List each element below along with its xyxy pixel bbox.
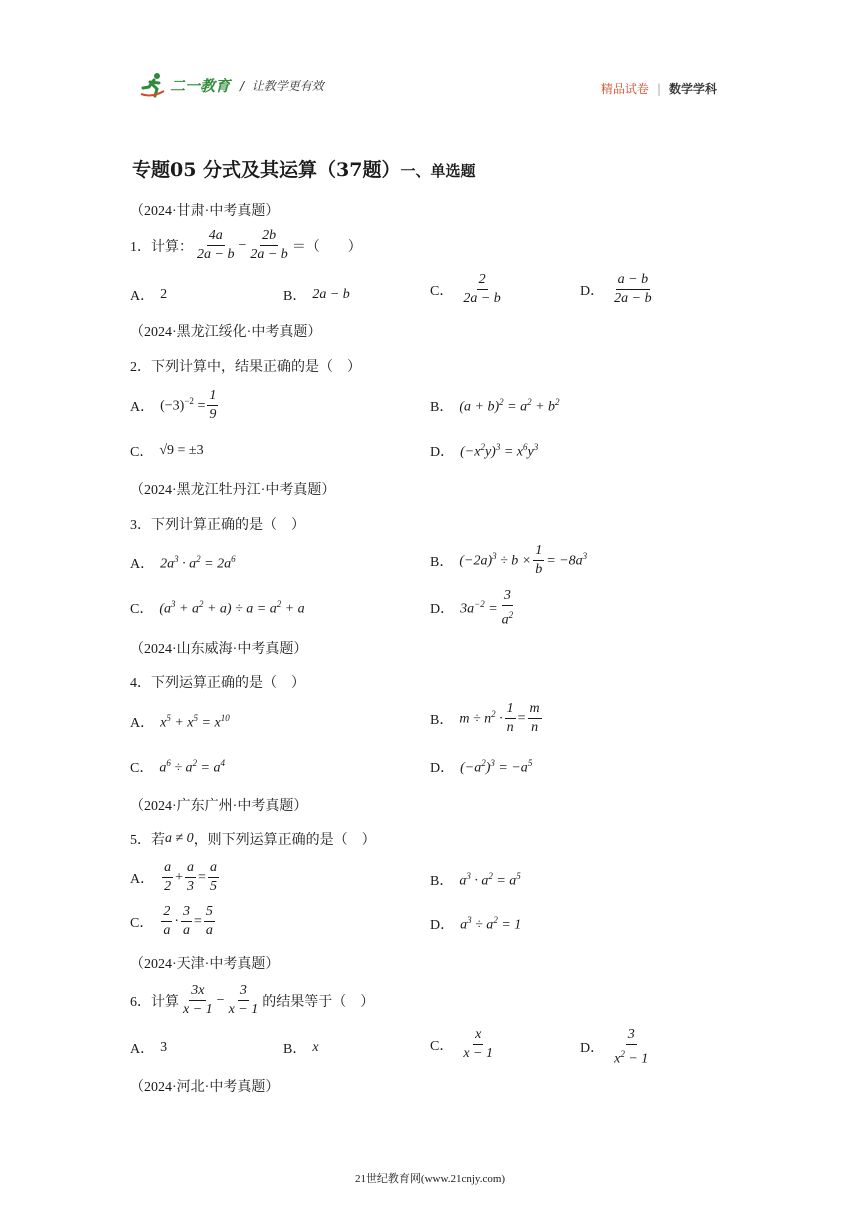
option-a[interactable]: A． $\frac{a}{2}$ + $\frac{a}{3}$ = $\frac{a}{5}$ (130, 860, 217, 894)
question-stem: 6．计算 $\frac{3x}{x - 1}$ − $\frac{3}{x - 1}$ 的结果等于（ ） (130, 983, 375, 1017)
question-source: （2024·黑龙江牡丹江·中考真题） (130, 483, 336, 498)
question-stem: 1．计算： $\frac{4a}{2a - b}$ − $\frac{2b}{2a - b}$ ＝（ ） (130, 228, 362, 262)
option-d[interactable]: D． $3a^{-2}$ = $\frac{3}{a^2}$ (430, 588, 514, 628)
question-stem: 4．下列运算正确的是（ ） (130, 676, 305, 691)
option-d[interactable]: D． $\frac{3}{x^2 - 1}$ (580, 1027, 649, 1067)
option-a[interactable]: A． 2 (130, 287, 168, 304)
question-source: （2024·山东威海·中考真题） (130, 642, 308, 657)
option-a[interactable]: A． $x^5 + x^5 = x^{10}$ (130, 712, 230, 731)
question-stem: 3．下列计算正确的是（ ） (130, 518, 305, 533)
question-source: （2024·黑龙江绥化·中考真题） (130, 325, 322, 340)
option-c[interactable]: C． √9 = ±3 (130, 443, 204, 460)
option-c[interactable]: C． $\frac{x}{x - 1}$ (430, 1027, 494, 1061)
option-d[interactable]: D． $(-x^2y)^3 = x^6y^3$ (430, 441, 539, 460)
page-footer: 21世纪教育网(www.21cnjy.com) (354, 1173, 506, 1185)
slogan: / 让教学更有效 (240, 78, 324, 93)
logo-text: 二一教育 (170, 76, 231, 95)
option-c[interactable]: C． $a^6 \div a^2 = a^4$ (130, 757, 225, 776)
option-b[interactable]: B． $(-2a)^3 \div b$ × $\frac{1}{b}$ = $-8a^3$ (430, 543, 588, 577)
question-stem: 5．若 a ≠ 0 ，则下列运算正确的是（ ） (130, 831, 376, 848)
page-title: 专题05 分式及其运算（37题）一、单选题 (132, 159, 476, 181)
option-d[interactable]: D． $(-a^2)^3 = -a^5$ (430, 757, 533, 776)
option-b[interactable]: B． 2a − b (283, 287, 350, 304)
section-title: 一、单选题 (400, 162, 476, 180)
option-a[interactable]: A． 3 (130, 1040, 168, 1057)
header-logo (140, 72, 324, 98)
option-c[interactable]: C． $\frac{2}{a}$ · $\frac{3}{a}$ = $\frac{5}{a}$ (130, 904, 213, 938)
header-subject: 数学学科 (668, 82, 717, 96)
option-c[interactable]: C． $(a^3 + a^2 + a) \div a = a^2 + a$ (130, 598, 305, 617)
question-source: （2024·河北·中考真题） (130, 1080, 280, 1095)
option-d[interactable]: D． $a^3 \div a^2 = 1$ (430, 914, 522, 933)
question-source: （2024·广东广州·中考真题） (130, 799, 308, 814)
runner-logo-icon (140, 72, 166, 98)
question-source: （2024·天津·中考真题） (130, 957, 280, 972)
option-b[interactable]: B． $(a + b)^2 = a^2 + b^2$ (430, 396, 560, 415)
option-b[interactable]: B． $m \div n^2$ · $\frac{1}{n}$ = $\frac{m}{n}$ (430, 701, 540, 735)
question-source: （2024·甘肃·中考真题） (130, 204, 280, 219)
option-d[interactable]: D． $\frac{a - b}{2a - b}$ (580, 272, 652, 306)
option-c[interactable]: C． $\frac{2}{2a - b}$ (430, 272, 501, 306)
option-b[interactable]: B． $a^3 \cdot a^2 = a^5$ (430, 870, 521, 889)
header-right: 精品试卷 | 数学学科 (600, 82, 717, 96)
option-a[interactable]: A． $2a^3 \cdot a^2 = 2a^6$ (130, 553, 236, 572)
question-stem: 2．下列计算中，结果正确的是（ ） (130, 360, 361, 375)
header-tag: 精品试卷 (600, 82, 649, 96)
option-b[interactable]: B． x (283, 1040, 319, 1057)
option-a[interactable]: A． $(-3)^{-2}$ = $\frac{1}{9}$ (130, 388, 217, 422)
